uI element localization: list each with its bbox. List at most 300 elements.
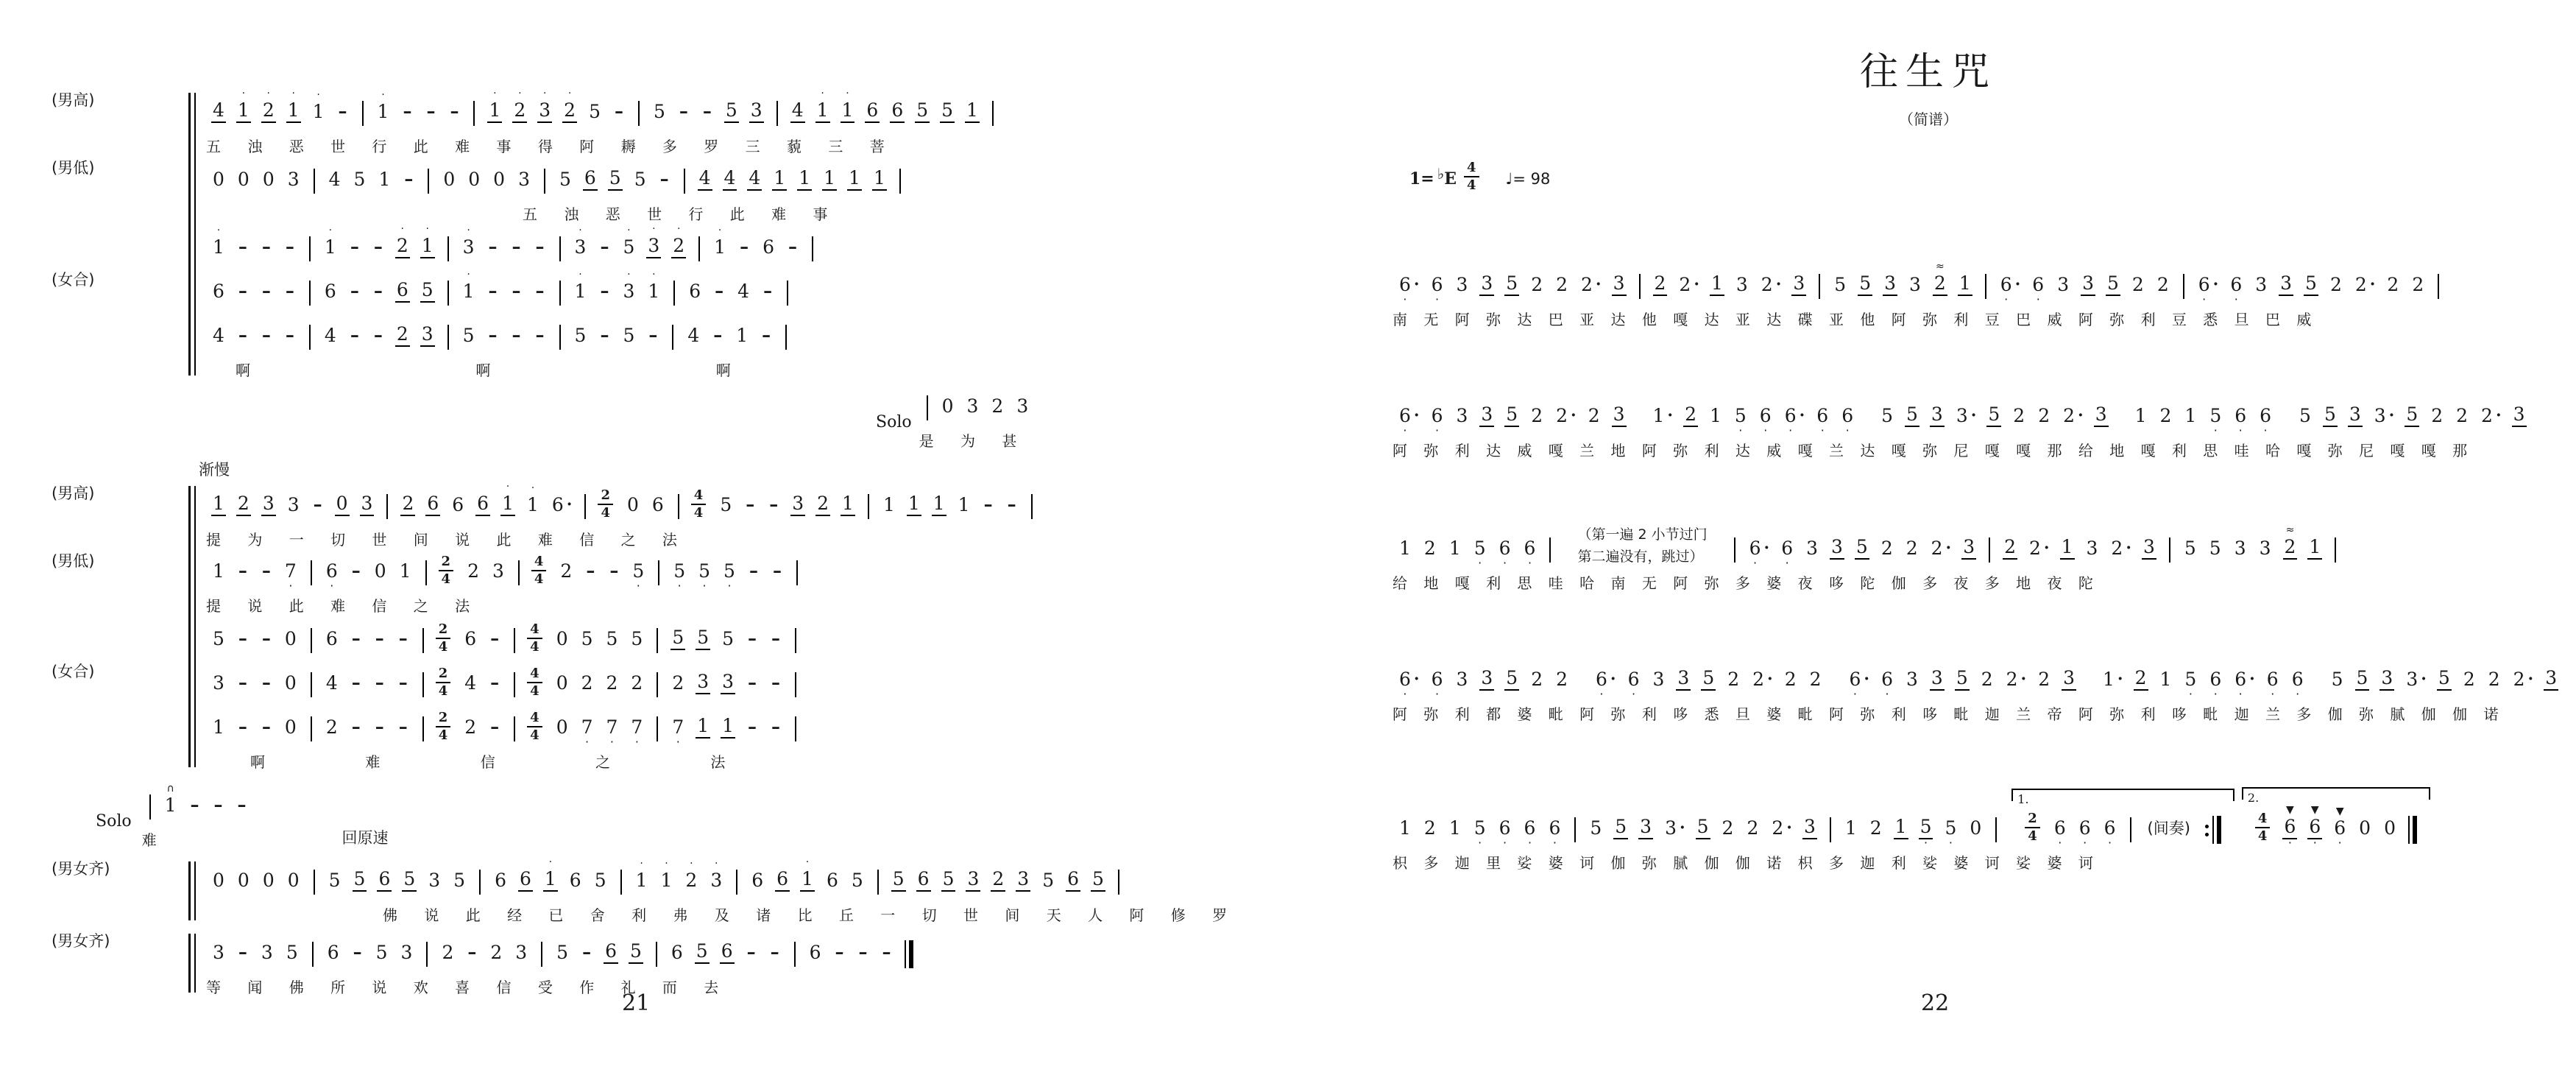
note-token: 4 — [325, 672, 338, 694]
duration-dash: – — [404, 168, 414, 189]
augmentation-dot: · — [1571, 406, 1577, 425]
barline — [638, 101, 640, 126]
voice-label-female: (女合) — [52, 663, 95, 680]
note-token: 2 — [2134, 656, 2148, 700]
note-token: · 2 — [395, 224, 410, 268]
note-token: 5 · — [1919, 816, 1932, 850]
duration-dash: – — [285, 280, 294, 301]
note-token: 5 — [420, 268, 435, 312]
note-token: 5 — [453, 870, 466, 891]
note-token: 5 — [1986, 392, 2001, 437]
note-token: 2 — [2387, 274, 2399, 295]
note-token: 4 — [328, 169, 341, 190]
augmentation-dot: · — [1413, 406, 1420, 425]
note-token: 3 — [1612, 392, 1627, 437]
score-line-5 — [1325, 787, 2532, 873]
duration-dash: – — [351, 672, 361, 693]
note-token: 5 — [1504, 261, 1519, 306]
duration-dash: – — [512, 324, 521, 345]
note-token: · 3 — [462, 225, 475, 258]
note-token: 5 — [722, 628, 735, 649]
note-token: 0 — [941, 395, 954, 417]
barline — [428, 169, 429, 194]
lyric-line: 是 为 甚 — [919, 432, 1017, 450]
duration-dash: – — [788, 236, 797, 257]
note-token: 6 · — [2291, 669, 2304, 701]
note-token: 5 — [353, 857, 367, 901]
barline — [479, 870, 481, 895]
music-line — [206, 616, 804, 660]
note-token: 6 — [809, 942, 821, 963]
note-token: 0 — [284, 716, 297, 738]
note-token: 5 — [631, 628, 643, 649]
augmentation-dot: · — [2388, 406, 2395, 425]
note-token: 5 — [581, 628, 593, 649]
duration-dash: – — [770, 941, 779, 962]
note-token: 5 — [1696, 805, 1710, 849]
system-1 — [52, 88, 1273, 380]
note-token: 6 · — [1498, 538, 1511, 570]
note-token: 6 — [569, 870, 581, 891]
note-token: 7 · — [672, 716, 684, 749]
note-token: 6 · · — [1849, 669, 1870, 701]
barline — [673, 281, 675, 306]
duration-dash: – — [261, 324, 271, 345]
barline — [877, 870, 879, 895]
augmentation-dot: · — [2043, 538, 2050, 557]
duration-dash: – — [398, 672, 408, 693]
note-token: 2 · — [2109, 526, 2131, 569]
duration-dash: – — [261, 627, 271, 649]
note-token: 2 — [2038, 405, 2050, 426]
note-token: 1 — [211, 482, 226, 526]
note-token: 2 · — [1554, 394, 1577, 437]
augmentation-dot: · — [1610, 669, 1616, 688]
note-token: 3 — [400, 942, 413, 963]
duration-dash: – — [713, 324, 723, 345]
note-token: 6 · — [1841, 405, 1854, 437]
solo-label: Solo — [876, 413, 912, 431]
note-token: 1 — [958, 494, 970, 515]
note-token: 3 — [492, 560, 504, 582]
note-token: · 2 — [685, 858, 698, 891]
note-token: · 5 — [623, 225, 635, 258]
duration-dash: – — [353, 941, 362, 962]
note-token: 2 — [560, 560, 573, 582]
lyric-line: 啊 啊 啊 — [236, 362, 731, 379]
note-token: 3 — [966, 857, 980, 901]
tempo-marking-slow: 渐慢 — [199, 461, 230, 479]
note-token: 6 · — [1816, 405, 1829, 437]
voice-label-female: (女合) — [52, 271, 95, 289]
music-line — [919, 384, 1036, 427]
music-line — [1393, 524, 2532, 569]
note-token: 6 · · — [1784, 405, 1805, 437]
duration-dash: – — [490, 627, 500, 649]
choir-bracket — [188, 93, 196, 376]
note-token: · 3 — [537, 88, 552, 133]
duration-dash: – — [403, 100, 412, 121]
note-token: 1 — [965, 88, 980, 133]
barline — [2169, 538, 2170, 563]
song-subtitle: （简谱） — [1899, 110, 1958, 128]
note-token: 6 — [689, 281, 701, 302]
augmentation-dot: · — [2078, 406, 2084, 425]
note-token: 0 — [262, 870, 275, 891]
note-token: 0 — [335, 482, 350, 526]
note-token: · 1 — [462, 269, 475, 302]
barline — [362, 101, 364, 126]
duration-dash: – — [882, 941, 891, 962]
note-token: 3 — [2255, 274, 2268, 295]
duration-dash: – — [769, 493, 779, 515]
note-token: 2 — [1423, 817, 1436, 839]
note-token: 1 — [213, 560, 224, 582]
note-token: 2 — [2456, 405, 2469, 426]
note-token: 1 — [1894, 805, 1908, 849]
note-token: 3 — [1638, 805, 1653, 849]
note-token: 1 — [2060, 525, 2075, 569]
choir-bracket — [188, 861, 196, 920]
volta-bracket-1 — [2011, 789, 2234, 849]
note-token: · 1 — [543, 857, 558, 901]
duration-dash: – — [488, 324, 498, 345]
barline — [787, 281, 788, 306]
barline — [559, 325, 561, 350]
note-token: 2 · — [2028, 526, 2050, 569]
note-token: · 1 — [236, 88, 251, 133]
duration-dash: – — [238, 672, 247, 693]
note-token: 5 — [2331, 669, 2343, 690]
note-token: · 2 — [562, 88, 577, 133]
note-token: 2 — [1809, 669, 1822, 690]
duration-dash: – — [748, 672, 757, 693]
note-token: 0 — [556, 672, 568, 694]
note-token: 1 — [932, 482, 946, 526]
music-line — [142, 783, 254, 826]
note-token: 6 — [213, 281, 224, 302]
duration-dash: – — [490, 672, 500, 693]
note-token: 3 — [2081, 261, 2095, 306]
note-token: 2 — [1880, 538, 1893, 559]
music-line — [206, 88, 1001, 133]
barline — [620, 870, 622, 895]
choir-bracket — [188, 486, 196, 767]
music-line — [1393, 656, 2558, 701]
barline — [672, 325, 673, 350]
note-token: 3 — [1806, 538, 1818, 559]
augmentation-dot: · — [2212, 275, 2219, 294]
note-token: 3 — [2057, 274, 2070, 295]
note-token: 2 — [581, 672, 593, 694]
note-token: 6 · — [2032, 274, 2045, 306]
duration-dash: – — [375, 672, 384, 693]
duration-dash: – — [535, 280, 545, 301]
barline — [795, 628, 796, 653]
time-signature: 4 4 — [527, 621, 542, 655]
volta-1-label: 1. — [2017, 792, 2029, 806]
voice-label-bass: (男低) — [52, 552, 95, 570]
note-token: 1 · — [1652, 394, 1674, 437]
barline — [698, 236, 700, 261]
note-token: 3 — [2062, 656, 2076, 700]
note-token: 2 — [2159, 405, 2172, 426]
voice-female — [52, 268, 1273, 312]
solo-label: Solo — [96, 812, 132, 831]
duration-dash: – — [375, 716, 384, 737]
barline — [656, 942, 657, 967]
barline — [2183, 274, 2184, 299]
barline — [314, 169, 315, 194]
note-token: 5 — [559, 169, 571, 190]
duration-dash: – — [746, 493, 755, 515]
note-token: 6 · · — [2234, 669, 2255, 701]
note-token: 6 · — [2053, 817, 2066, 850]
note-token: 5 — [1091, 857, 1105, 901]
note-token: 6 · — [1781, 538, 1794, 570]
note-token: 3 — [2379, 656, 2394, 700]
key-signature-line — [1409, 160, 2532, 198]
page-22 — [1325, 40, 2558, 873]
note-token: 6 · — [551, 483, 573, 526]
lyric-line: 啊 难 信 之 法 — [250, 753, 726, 771]
note-token: 6 — [890, 88, 905, 133]
duration-dash: – — [350, 324, 359, 345]
note-token: 2 — [1531, 405, 1543, 426]
note-token: · 3 — [646, 224, 661, 268]
duration-dash: – — [450, 100, 459, 121]
note-token: 3 — [1479, 392, 1494, 437]
duration-dash: – — [313, 493, 322, 515]
duration-dash: – — [771, 716, 781, 737]
note-token: 6 · · — [1399, 274, 1420, 306]
duration-dash: – — [261, 672, 271, 693]
duration-dash: – — [535, 324, 545, 345]
note-token: 5 — [696, 616, 710, 660]
time-signature: 4 4 — [2255, 811, 2271, 845]
note-token: 3 — [2094, 392, 2109, 437]
note-token: 1 — [822, 156, 837, 200]
note-token: · 1 — [526, 482, 539, 515]
note-token: 6 · — [1498, 817, 1511, 850]
note-token: 0 — [556, 628, 568, 649]
augmentation-dot: · — [1667, 406, 1674, 425]
lyric-line: 五 浊 恶 世 行 此 难 事 得 阿 耨 多 罗 三 藐 三 菩 — [206, 138, 885, 155]
note-token: 6 · — [1881, 669, 1893, 701]
duration-dash: – — [600, 280, 609, 301]
music-line — [206, 224, 821, 268]
note-token: 6 — [775, 857, 790, 901]
barline — [795, 716, 796, 741]
note-token: 2 · — [2512, 658, 2534, 700]
duration-dash: – — [467, 941, 477, 962]
note-token: 3 — [1479, 261, 1494, 306]
note-token: 5 — [2209, 538, 2221, 559]
note-token: 1 — [1844, 817, 1857, 839]
augmentation-dot: · — [1694, 275, 1699, 294]
note-token: 3 — [1909, 274, 1921, 295]
augmentation-dot: · — [566, 495, 573, 514]
time-signature: 2 4 — [436, 666, 451, 699]
note-token: 3 · — [2373, 394, 2395, 437]
barline — [514, 672, 515, 697]
note-token: 2 — [1747, 817, 1759, 839]
barline — [311, 672, 312, 697]
note-token: 6 — [1066, 857, 1080, 901]
note-token: 5 — [353, 169, 366, 190]
note-token: 2 — [236, 482, 251, 526]
note-token: 0 — [2359, 817, 2371, 839]
barline — [1639, 274, 1641, 299]
note-token: 5 — [2355, 656, 2370, 700]
time-signature: 2 4 — [2025, 811, 2040, 845]
barline — [514, 716, 515, 741]
note-token: 0 — [213, 870, 224, 891]
lyric-line: 佛 说 此 经 已 舍 利 弗 及 诸 比 丘 一 切 世 间 天 人 阿 修 罗 — [383, 906, 1228, 924]
note-token: · 1 — [648, 269, 660, 302]
note-token: 5 · — [2209, 405, 2222, 437]
note-token: 2 — [442, 942, 454, 963]
duration-dash: – — [609, 560, 619, 581]
note-token: · 1 — [714, 225, 726, 258]
note-token: 0 — [626, 494, 639, 515]
note-token: 3 — [2279, 261, 2293, 306]
note-token: 5 — [556, 942, 569, 963]
note-token: 6 — [518, 857, 533, 901]
barline — [584, 494, 586, 519]
note-token: 5 · — [1945, 817, 1957, 850]
barline — [2130, 817, 2131, 842]
barline — [684, 169, 685, 194]
note-token: 6 · — [1549, 817, 1561, 850]
duration-dash: – — [659, 168, 669, 189]
barline — [899, 169, 901, 194]
duration-dash: – — [373, 280, 383, 301]
time-signature — [1459, 160, 1487, 198]
augmentation-dot: · — [2126, 538, 2131, 557]
song-title: 往生咒 — [1859, 50, 1997, 94]
note-token: 6 · — [2209, 669, 2222, 701]
barline — [1830, 817, 1831, 842]
voice-label-tutti: (男女齐) — [52, 932, 110, 950]
note-token: 5 · — [632, 560, 645, 593]
time-signature: 2 4 — [439, 554, 454, 588]
note-token: 1 — [378, 169, 391, 190]
note-token: 3 — [2544, 656, 2558, 700]
note-token: 5 — [941, 857, 956, 901]
augmentation-dot: · — [1945, 538, 1952, 557]
duration-dash: – — [490, 716, 500, 737]
voice-female — [52, 660, 1273, 704]
duration-dash: – — [261, 236, 271, 257]
note-token: 5 — [1858, 261, 1872, 306]
note-token: 6 — [583, 156, 598, 200]
augmentation-dot: · — [1763, 538, 1770, 557]
note-token: 3 — [420, 312, 435, 356]
note-token: 4 — [747, 156, 762, 200]
note-token: 5 — [594, 870, 606, 891]
music-line — [1393, 392, 2532, 437]
duration-dash: – — [679, 100, 688, 121]
time-signature: 4 4 — [527, 710, 542, 744]
note-token: 5 · — [1473, 538, 1486, 570]
note-token: 2 — [1423, 538, 1436, 559]
barline — [447, 236, 449, 261]
barline — [657, 716, 658, 741]
duration-dash: – — [488, 236, 498, 257]
note-token: 6 — [475, 482, 490, 526]
note-token: 3 — [1016, 395, 1029, 417]
note-token: 2 — [2463, 669, 2475, 690]
note-token: 5 — [608, 156, 623, 200]
note-token: 6 — [604, 929, 618, 973]
note-token: 6 · — [1759, 405, 1772, 437]
note-token: 2 — [631, 672, 643, 694]
barline — [868, 494, 869, 519]
note-token: 5 · — [698, 560, 711, 593]
note-token: 6 — [651, 494, 664, 515]
note-token: ≈ 2 — [1933, 261, 1947, 306]
note-token: 2 — [2038, 669, 2050, 690]
lyric-line: 五 浊 恶 世 行 此 难 事 — [523, 205, 828, 223]
note-token: 2 — [1531, 669, 1543, 690]
barline — [447, 281, 449, 306]
note-token: 0 — [556, 716, 568, 738]
note-token: 6 · — [2260, 405, 2272, 437]
music-line — [206, 312, 794, 356]
note-token: ▼ 6 · — [2309, 804, 2321, 850]
barline — [559, 281, 561, 306]
note-token: · 1 — [815, 88, 830, 133]
barline — [425, 560, 427, 585]
note-token: 5 — [402, 857, 417, 901]
note-token: 3 — [1961, 525, 1976, 569]
voice-bass — [52, 549, 1273, 616]
duration-dash: – — [600, 236, 609, 257]
note-token: 2 — [464, 716, 477, 738]
note-token: 5 — [1701, 656, 1716, 700]
note-token: 5 — [1590, 817, 1602, 839]
music-line — [206, 549, 805, 592]
lyric-line: 给 地 嘎 利 思 哇 哈 南 无 阿 弥 多 婆 夜 哆 陀 伽 多 夜 多 地 夜 陀 — [1393, 574, 2093, 592]
note-token: · 3 — [710, 858, 723, 891]
duration-dash: – — [771, 672, 781, 693]
note-token: 1 — [841, 482, 855, 526]
note-token: 2 · — [2480, 394, 2502, 437]
lyric-line: 等 闻 佛 所 说 欢 喜 信 受 作 礼 而 去 — [206, 979, 719, 996]
note-token: 3 — [1791, 261, 1806, 306]
duration-dash: – — [261, 560, 271, 581]
note-token: 3 — [721, 660, 735, 704]
note-token: 6 · — [2078, 817, 2091, 850]
barline — [311, 716, 312, 741]
note-token: · 2 — [671, 224, 686, 268]
page-number-21: 21 — [622, 990, 651, 1016]
duration-dash: – — [351, 716, 361, 737]
note-token: 2 — [2412, 274, 2424, 295]
note-token: 3 — [2348, 392, 2363, 437]
note-token: 1 — [772, 156, 787, 200]
note-token: 5 — [720, 494, 732, 515]
note-token: 2 — [1556, 669, 1568, 690]
note-token: 3 — [515, 942, 528, 963]
tempo-marking-resume: 回原速 — [342, 829, 389, 847]
note-token: 3 — [261, 482, 276, 526]
barline — [473, 101, 475, 126]
note-token: 1 — [2184, 405, 2197, 426]
note-token: 2 — [1556, 274, 1568, 295]
time-signature: 4 4 — [1464, 160, 1479, 194]
